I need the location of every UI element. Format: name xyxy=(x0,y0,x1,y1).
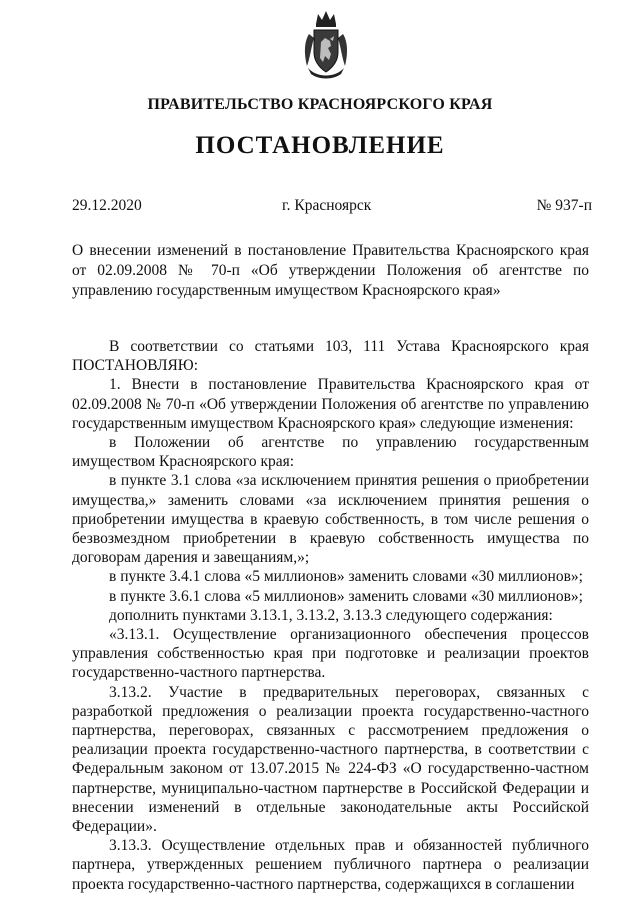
paragraph: дополнить пунктами 3.13.1, 3.13.2, 3.13.3 следующего содержания: xyxy=(109,606,553,624)
document-date: 29.12.2020 xyxy=(72,197,142,214)
document-meta xyxy=(72,197,592,217)
paragraph: в пункте 3.1 слова «за исключением принятия решения о приобретении имущества,» заменить словами «за исключением принятия решения о приобретении имущества в краевую собственность, в том числе решения о безвозмездном приобретении в краевую собственность имущества по договорам дарения и завещаниям,»; xyxy=(72,472,589,567)
paragraph-preamble: В соответствии со статьями 103, 111 Устава Красноярского края ПОСТАНОВЛЯЮ: xyxy=(72,338,589,375)
document-body xyxy=(72,337,589,894)
paragraph: в Положении об агентстве по управлению государственным имуществом Красноярского края: xyxy=(72,434,589,471)
paragraph-item-1: 1. Внести в постановление Правительства Красноярского края от 02.09.2008 № 70-п «Об утверждении Положения об агентстве по управлению государственным имуществом Красноярского края» следующие изменения: xyxy=(72,376,589,432)
paragraph: в пункте 3.6.1 слова «5 миллионов» заменить словами «30 миллионов»; xyxy=(109,587,583,605)
document-number: № 937-п xyxy=(536,197,592,214)
coat-of-arms-icon xyxy=(301,8,351,82)
document-city: г. Красноярск xyxy=(282,197,372,214)
paragraph-3-13-3: 3.13.3. Осуществление отдельных прав и обязанностей публичного партнера, утвержденных решением публичного партнера о реализации проекта государственно-частного партнерства, содержащихся в соглашении xyxy=(72,837,589,893)
document-type-title: ПОСТАНОВЛЕНИЕ xyxy=(195,132,445,159)
paragraph-3-13-1: «3.13.1. Осуществление организационного обеспечения процессов управления собственностью края при подготовке и реализации проектов государственно-частного партнерства. xyxy=(72,626,589,682)
government-name: ПРАВИТЕЛЬСТВО КРАСНОЯРСКОГО КРАЯ xyxy=(147,96,493,113)
paragraph: в пункте 3.4.1 слова «5 миллионов» заменить словами «30 миллионов»; xyxy=(109,568,583,586)
document-subject: О внесении изменений в постановление Правительства Красноярского края от 02.09.2008 № 70-п «Об утверждении Положения об агентстве по управлению государственным имуществом Красноярского края» xyxy=(72,242,589,299)
paragraph-3-13-2: 3.13.2. Участие в предварительных переговорах, связанных с разработкой предложения о реализации проекта государственно-частного партнерства, переговорах, связанных с рассмотрением предложения о реализации проекта государственно-частного партнерства, в соответствии с Федеральным законом от 13.07.2015 № 224-ФЗ «О государственно-частном партнерстве, муниципально-частном партнерстве в Российской Федерации и внесении изменений в отдельные законодательные акты Российской Федерации». xyxy=(72,683,589,836)
